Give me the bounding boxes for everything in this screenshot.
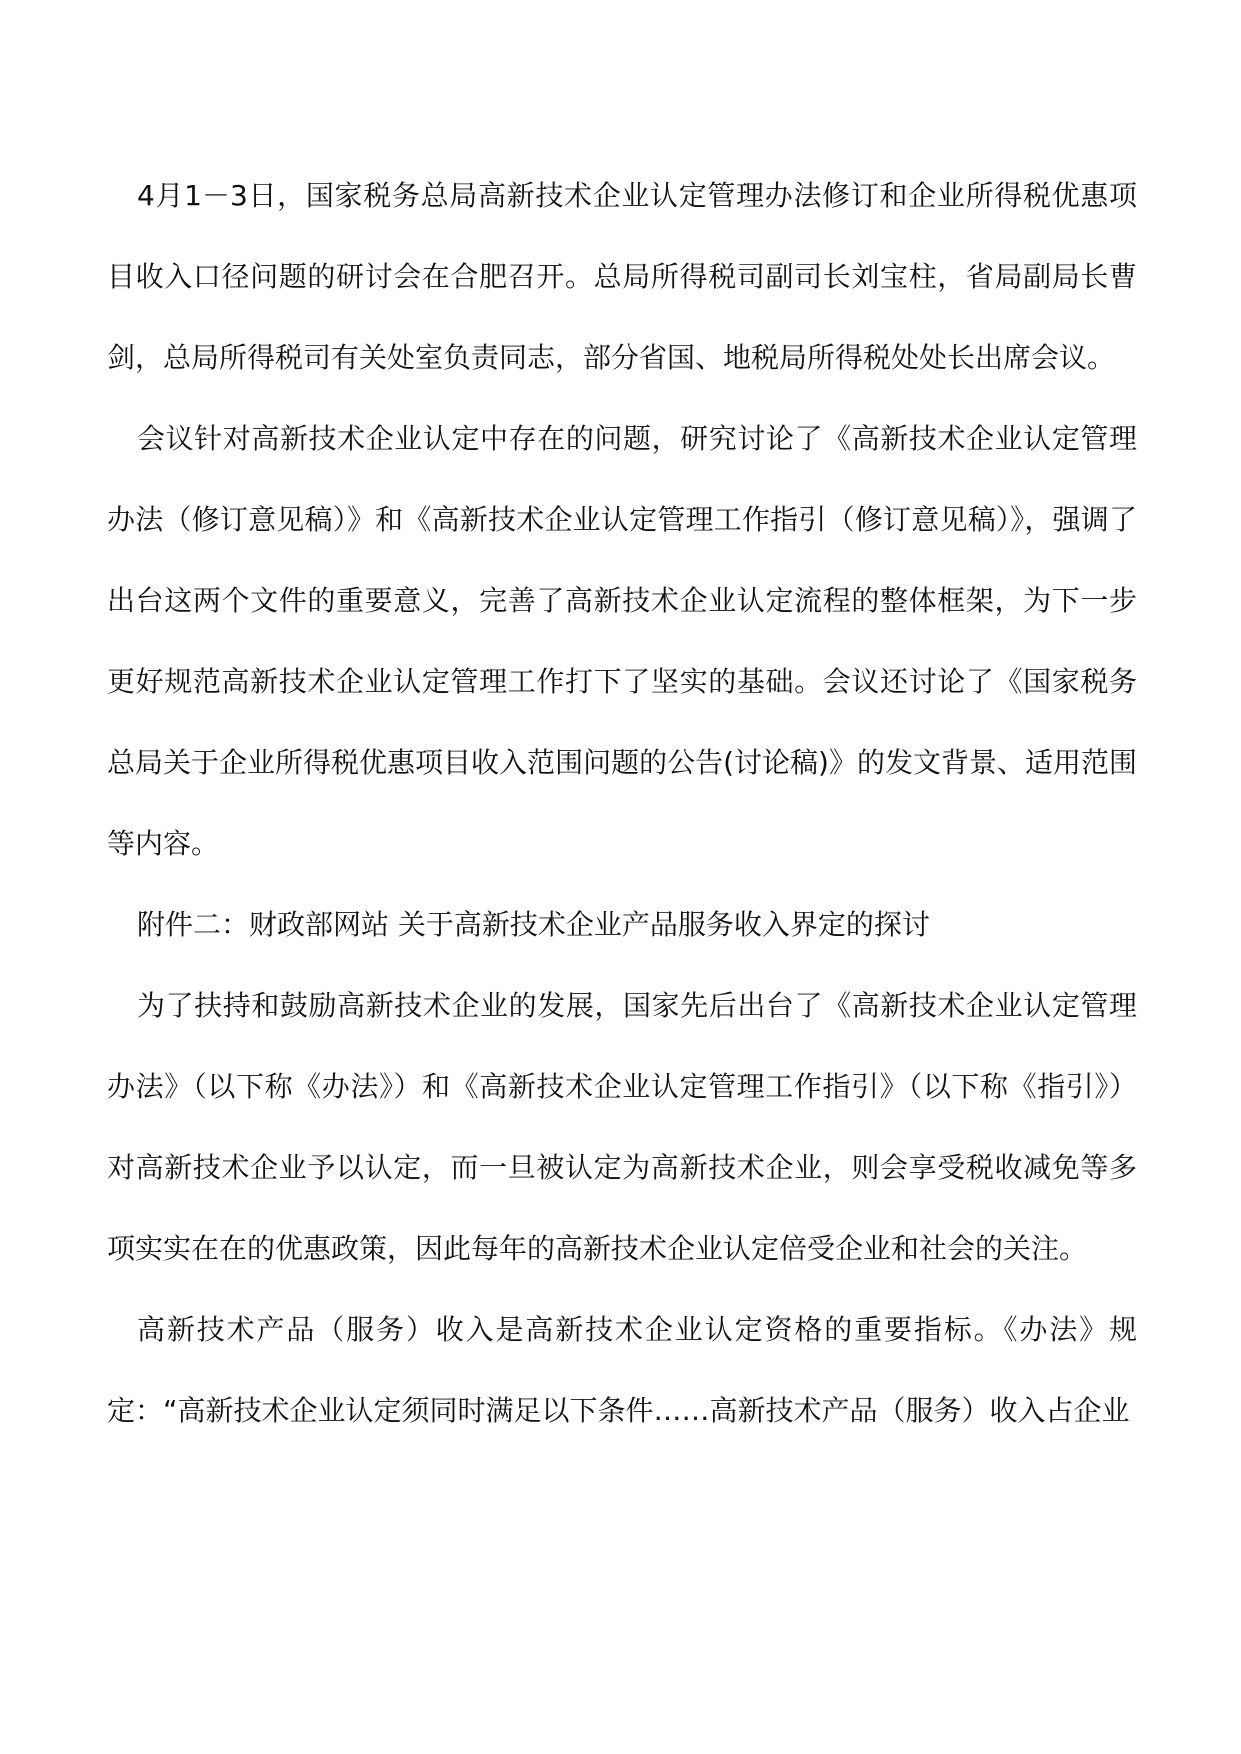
paragraph-attachment-title: 附件二：财政部网站 关于高新技术企业产品服务收入界定的探讨 [137, 908, 930, 941]
document-body [107, 155, 1137, 1451]
paragraph-seminar: 4月1－3日，国家税务总局高新技术企业认定管理办法修订和企业所得税优惠项目收入口径问题的研讨会在合肥召开。总局所得税司副司长刘宝柱，省局副局长曹剑，总局所得税司有关处室负责同志，部分省国、地税局所得税处处长出席会议。 [107, 179, 1137, 374]
paragraph-income-indicator: 高新技术产品（服务）收入是高新技术企业认定资格的重要指标。《办法》规定：“高新技术企业认定须同时满足以下条件……高新技术产品（服务）收入占企业 [107, 1313, 1137, 1427]
paragraph-background: 为了扶持和鼓励高新技术企业的发展，国家先后出台了《高新技术企业认定管理办法》（以下称《办法》）和《高新技术企业认定管理工作指引》（以下称《指引》）对高新技术企业予以认定，而一旦被认定为高新技术企业，则会享受税收减免等多项实实在在的优惠政策，因此每年的高新技术企业认定倍受企业和社会的关注。 [107, 989, 1137, 1265]
paragraph-discussion: 会议针对高新技术企业认定中存在的问题，研究讨论了《高新技术企业认定管理办法（修订意见稿）》和《高新技术企业认定管理工作指引（修订意见稿）》，强调了出台这两个文件的重要意义，完善了高新技术企业认定流程的整体框架，为下一步更好规范高新技术企业认定管理工作打下了坚实的基础。会议还讨论了《国家税务总局关于企业所得税优惠项目收入范围问题的公告(讨论稿)》的发文背景、适用范围等内容。 [107, 422, 1137, 860]
